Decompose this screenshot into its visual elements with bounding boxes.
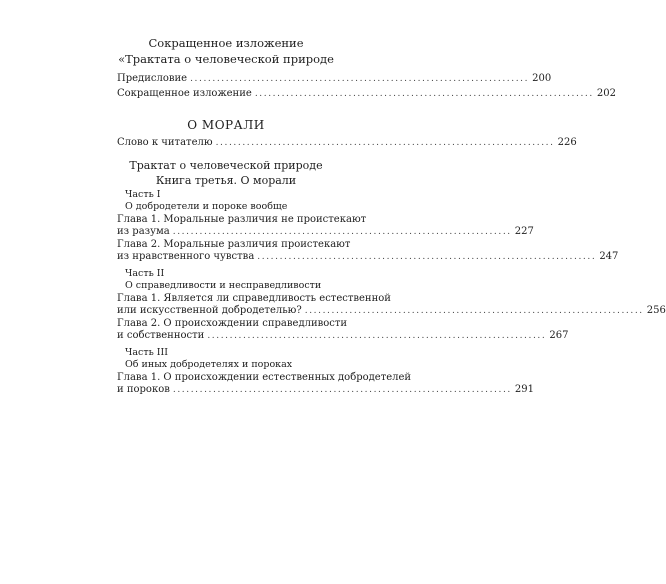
chapter-line1: Глава 2. О происхождении справедливости [117,318,348,329]
dot-leader: ............................................................................ [304,306,644,316]
toc-entry-page: 267 [549,330,569,341]
dot-leader: ............................................................................ [172,385,512,395]
dot-leader: ............................................................................ [215,138,555,148]
chapter-line1: Глава 2. Моральные различия проистекают [117,239,351,250]
toc-entry-title: Слово к читателю [117,137,213,148]
toc-entry-title: или искусственной добродетелью? [117,305,302,316]
toc-entry-page: 202 [596,88,616,99]
dot-leader: ............................................................................ [207,331,547,341]
section-title-line1: Сокращенное изложение [148,36,304,50]
toc-entry[interactable] [117,330,569,342]
toc-entry-title: из нравственного чувства [117,251,255,262]
toc-entry-title: Предисловие [117,73,188,84]
toc-entry[interactable] [117,88,616,100]
toc-entry[interactable] [117,137,577,149]
treatise-title-line1: Трактат о человеческой природе [129,159,323,172]
chapter-line1: Глава 1. Является ли справедливость естественной [117,293,391,304]
part-title: О справедливости и несправедливости [125,280,322,291]
dot-leader: ............................................................................ [172,227,512,237]
toc-entry-page: 200 [532,73,552,84]
toc-entry-title: и пороков [117,384,170,395]
toc-entry-page: 247 [599,251,619,262]
chapter-line1: Глава 1. Моральные различия не проистекают [117,214,367,225]
toc-entry[interactable] [117,384,534,396]
toc-entry-title: и собственности [117,330,205,341]
toc-entry-page: 226 [557,137,577,148]
section-heading: О МОРАЛИ [187,118,265,132]
toc-entry-page: 291 [514,384,534,395]
toc-entry-title: из разума [117,226,170,237]
toc-entry[interactable] [117,305,666,317]
toc-entry-page: 227 [514,226,534,237]
treatise-title-line2: Книга третья. О морали [155,174,297,187]
toc-entry[interactable] [117,251,619,263]
part-title: Об иных добродетелях и пороках [125,359,293,370]
toc-entry-title: Сокращенное изложение [117,88,252,99]
toc-entry[interactable] [117,73,552,85]
chapter-line1: Глава 1. О происхождении естественных добродетелей [117,372,412,383]
part-label: Часть III [125,347,169,358]
dot-leader: ............................................................................ [190,74,530,84]
toc-entry[interactable] [117,226,534,238]
section-title-line2: «Трактата о человеческой природе [118,52,334,66]
dot-leader: ............................................................................ [254,89,594,99]
part-label: Часть II [125,268,165,279]
dot-leader: ............................................................................ [257,252,597,262]
part-label: Часть I [125,189,161,200]
part-title: О добродетели и пороке вообще [125,201,288,212]
toc-entry-page: 256 [646,305,666,316]
